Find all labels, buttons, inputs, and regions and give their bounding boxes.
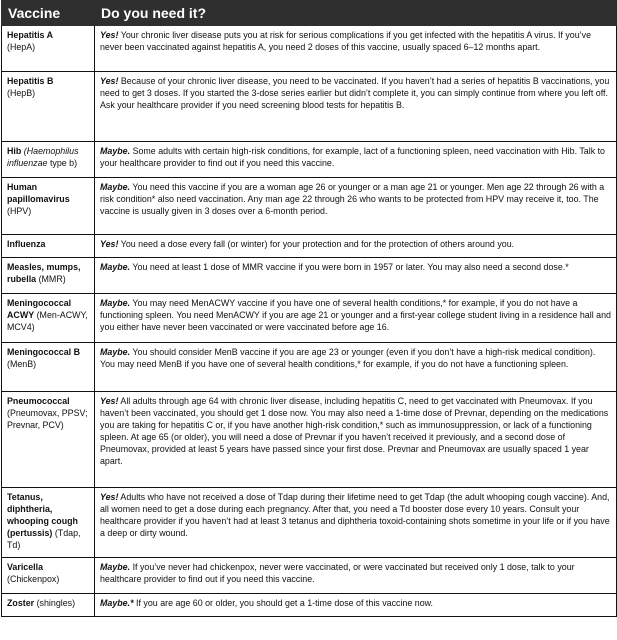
description: Some adults with certain high-risk conditions, for example, lact of a functioning spleen, need vaccination with Hib. Talk to your healthcare provider to find out if you need this vaccine. [100, 146, 605, 169]
need-cell [95, 258, 617, 294]
vaccine-abbr: (Tdap, Td) [7, 528, 81, 551]
vaccine-name: Meningococcal B [7, 347, 80, 357]
vaccine-cell [2, 392, 95, 488]
answer: Yes! [100, 30, 119, 40]
vaccine-cell [2, 258, 95, 294]
description: Adults who have not received a dose of Tdap during their lifetime need to get Tdap (the adult whooping cough vaccine). And, all women need to get a dose during each pregnancy. After that, you need a Td booster dose every 10 years. Consult your healthcare provider if you haven’t had at least 3 tetanus and diphtheria toxoid-containing shots sometime in your life or if you have a deep or dirty wound. [100, 492, 610, 539]
answer: Maybe. [100, 298, 131, 308]
vaccine-cell [2, 488, 95, 558]
header-need: Do you need it? [95, 1, 617, 26]
table-row [2, 72, 617, 142]
description: Because of your chronic liver disease, you need to be vaccinated. If you haven’t had a series of hepatitis B vaccinations, you need to get 3 doses. If you started the 3-dose series earlier but didn’t complete it, you can simply continue from where you left off. Ask your healthcare provider if you need screening blood tests for hepatitis B. [100, 76, 610, 111]
description: You need this vaccine if you are a woman age 26 or younger or a man age 21 or younger. Men age 22 through 26 with a risk condition* also need vaccination. Any man age 22 through 26 who wants to be protected from HPV may receive it, too. The vaccine is usually given in 3 doses over a 6-month period. [100, 182, 605, 217]
vaccine-cell [2, 142, 95, 178]
description: You may need MenACWY vaccine if you have one of several health conditions,* for example, if you do not have a functioning spleen. You need MenACWY if you are age 21 or younger and a first-year college student living in a residence hall and you either have never been vaccinated or were vaccinated before age 16. [100, 298, 611, 333]
answer: Maybe. [100, 347, 131, 357]
need-cell [95, 294, 617, 343]
table-row [2, 343, 617, 392]
vaccine-name: Measles, mumps, rubella [7, 262, 81, 285]
description: If you’ve never had chickenpox, never were vaccinated, or were vaccinated but received only 1 dose, talk to your healthcare provider to find out if you need this vaccine. [100, 562, 575, 585]
vaccine-cell [2, 558, 95, 594]
vaccine-name: Hib [7, 146, 22, 156]
vaccine-name-tail: type b) [49, 158, 78, 169]
table-row [2, 594, 617, 617]
table-row [2, 294, 617, 343]
need-cell [95, 594, 617, 617]
vaccine-abbr: (Chickenpox) [7, 574, 60, 585]
description: Your chronic liver disease puts you at risk for serious complications if you get infected with the hepatitis A virus. If you’ve never been vaccinated against hepatitis A, you need 2 doses of this vaccine, usually spaced 6–12 months apart. [100, 30, 592, 53]
vaccine-cell [2, 343, 95, 392]
need-cell [95, 343, 617, 392]
table-row [2, 178, 617, 235]
vaccine-abbr: (HepB) [7, 88, 36, 99]
answer: Maybe. [100, 262, 131, 272]
vaccine-abbr: (MenB) [7, 359, 37, 370]
table-header-row [2, 1, 617, 26]
description: You should consider MenB vaccine if you are age 23 or younger (even if you don’t have a high-risk medical condition). You may need MenB if you have one of several health conditions,* for example, if you do not have a functioning spleen. [100, 347, 596, 370]
table-row [2, 235, 617, 258]
table-row [2, 558, 617, 594]
need-cell [95, 178, 617, 235]
answer: Yes! [100, 239, 119, 249]
description: You need a dose every fall (or winter) for your protection and for the protection of others around you. [120, 239, 515, 249]
need-cell [95, 72, 617, 142]
need-cell [95, 142, 617, 178]
need-cell [95, 392, 617, 488]
vaccine-name: Meningococcal ACWY [7, 298, 72, 321]
table-row [2, 142, 617, 178]
vaccine-abbr: (MMR) [38, 274, 66, 285]
answer: Maybe. [100, 562, 131, 572]
vaccine-name: Hepatitis A [7, 30, 54, 40]
vaccine-name: Pneumococcal [7, 396, 70, 406]
vaccine-name-italic: (Haemophilus influenzae [7, 146, 79, 169]
need-cell [95, 488, 617, 558]
table-row [2, 258, 617, 294]
answer: Maybe.* [100, 598, 134, 608]
table-row [2, 392, 617, 488]
table-row [2, 488, 617, 558]
vaccine-cell [2, 594, 95, 617]
vaccine-name: Human papillomavirus [7, 182, 70, 205]
vaccine-cell [2, 294, 95, 343]
vaccine-name: Influenza [7, 239, 46, 249]
vaccine-table [1, 0, 617, 617]
vaccine-abbr: (shingles) [36, 598, 76, 608]
vaccine-cell [2, 26, 95, 72]
header-vaccine: Vaccine [2, 1, 95, 26]
answer: Yes! [100, 76, 119, 86]
vaccine-name: Tetanus, diphtheria, whooping cough (pertussis) [7, 492, 78, 539]
vaccine-abbr: (Men-ACWY, MCV4) [7, 310, 88, 333]
need-cell [95, 26, 617, 72]
vaccine-name: Varicella [7, 562, 44, 572]
vaccine-name: Zoster [7, 598, 35, 608]
answer: Yes! [100, 492, 119, 502]
description: All adults through age 64 with chronic liver disease, including hepatitis C, need to get vaccinated with Pneumovax. If you haven’t been vaccinated, you should get 1 dose now. You may also need a 1-time dose of Prevnar, depending on the medications you are taking for hepatitis C or, if you have another high-risk condition,* such as immunosuppression, or lack of a functioning spleen. At age 65 (or older), you will need a dose of Prevnar if you haven’t received it previously, and a second dose of Pneumovax, provided at least 5 years have passed since your first dose. Prevnar and Pneumovax are usually spaced 1 year apart. [100, 396, 609, 467]
vaccine-cell [2, 235, 95, 258]
vaccine-name: Hepatitis B [7, 76, 54, 86]
answer: Maybe. [100, 182, 131, 192]
vaccine-abbr: (HepA) [7, 42, 36, 53]
need-cell [95, 558, 617, 594]
need-cell [95, 235, 617, 258]
description: If you are age 60 or older, you should get a 1-time dose of this vaccine now. [136, 598, 434, 608]
vaccine-abbr: (HPV) [7, 206, 32, 217]
answer: Yes! [100, 396, 119, 406]
vaccine-cell [2, 178, 95, 235]
table-row [2, 26, 617, 72]
vaccine-cell [2, 72, 95, 142]
vaccine-abbr: (Pneumovax, PPSV; Prevnar, PCV) [7, 408, 88, 431]
answer: Maybe. [100, 146, 131, 156]
description: You need at least 1 dose of MMR vaccine if you were born in 1957 or later. You may also need a second dose.* [132, 262, 569, 272]
